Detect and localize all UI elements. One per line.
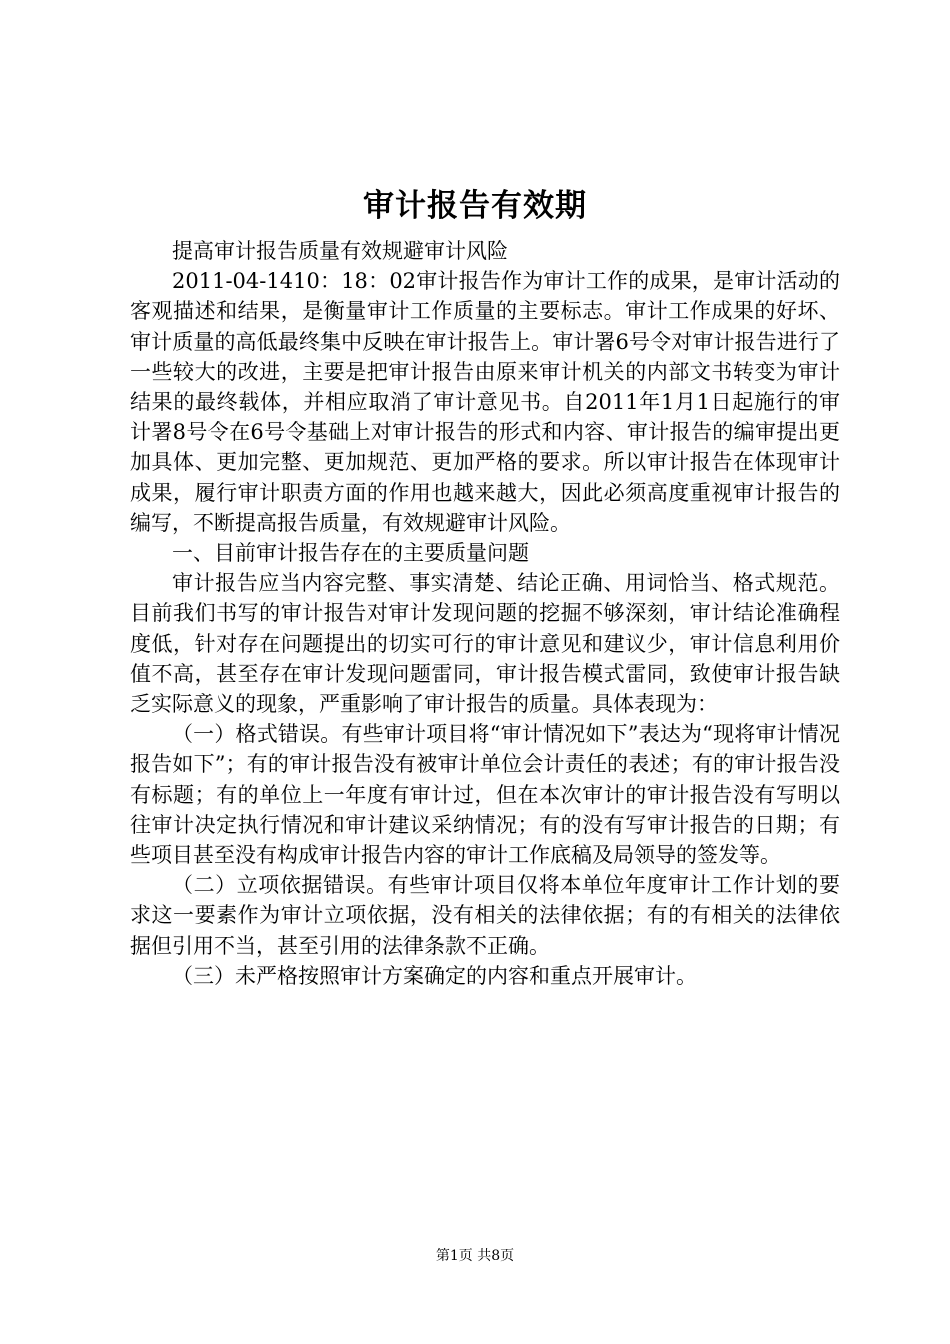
section-heading: 一、目前审计报告存在的主要质量问题 xyxy=(172,541,529,566)
paragraph-item-3: （三）未严格按照审计方案确定的内容和重点开展审计。 xyxy=(172,963,697,988)
paragraph-intro: 2011-04-1410：18：02审计报告作为审计工作的成果，是审计活动的客观描述和结果，是衡量审计工作质量的主要标志。审计工作成果的好坏、审计质量的高低最终集中反映在审计报告上。审计署6号令对审计报告进行了一些较大的改进，主要是把审计报告由原来审计机关的内部文书转变为审计结果的最终载体，并相应取消了审计意见书。自2011年1月1日起施行的审计署8号令在6号令基础上对审计报告的形式和内容、审计报告的编审提出更加具体、更加完整、更加规范、更加严格的要求。所以审计报告在体现审计成果，履行审计职责方面的作用也越来越大，因此必须高度重视审计报告的编写，不断提高报告质量，有效规避审计风险。 xyxy=(130,269,840,535)
paragraph-item-2: （二）立项依据错误。有些审计项目仅将本单位年度审计工作计划的要求这一要素作为审计立项依据，没有相关的法律依据；有的有相关的法律依据但引用不当，甚至引用的法律条款不正确。 xyxy=(130,873,840,958)
document-body xyxy=(130,236,840,991)
paragraph-item-1: （一）格式错误。有些审计项目将“审计情况如下”表达为“现将审计情况报告如下”；有的审计报告没有被审计单位会计责任的表述；有的审计报告没有标题；有的单位上一年度有审计过，但在本次审计的审计报告没有写明以往审计决定执行情况和审计建议采纳情况；有的没有写审计报告的日期；有些项目甚至没有构成审计报告内容的审计工作底稿及局领导的签发等。 xyxy=(130,722,840,868)
page-footer: 第1页 共8页 xyxy=(435,1248,515,1264)
paragraph-subtitle: 提高审计报告质量有效规避审计风险 xyxy=(172,239,508,263)
document-title: 审计报告有效期 xyxy=(363,188,587,224)
paragraph-overview: 审计报告应当内容完整、事实清楚、结论正确、用词恰当、格式规范。目前我们书写的审计报告对审计发现问题的挖掘不够深刻，审计结论准确程度低，针对存在问题提出的切实可行的审计意见和建议少，审计信息利用价值不高，甚至存在审计发现问题雷同，审计报告模式雷同，致使审计报告缺乏实际意义的现象，严重影响了审计报告的质量。具体表现为： xyxy=(130,571,840,717)
